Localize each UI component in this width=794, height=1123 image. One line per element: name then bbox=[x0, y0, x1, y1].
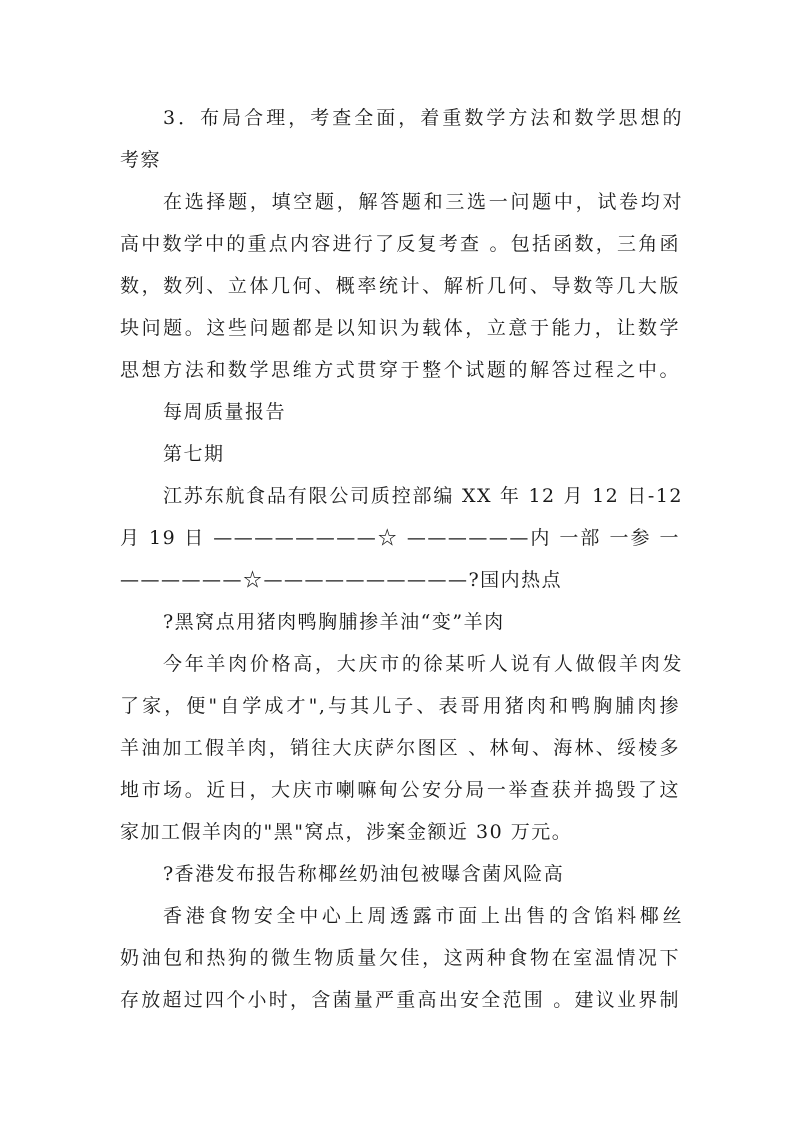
news-headline: ?黑窝点用猪肉鸭胸脯掺羊油“变”羊肉 bbox=[163, 611, 505, 633]
section-heading: 每周质量报告 bbox=[163, 401, 287, 423]
text-line: 数，数列、立体几何、概率统计、解析几何、导数等几大版 bbox=[120, 275, 680, 297]
text-line: 思想方法和数学思维方式贯穿于整个试题的解答过程之中。 bbox=[120, 359, 680, 381]
text-line: 今年羊肉价格高，大庆市的徐某听人说有人做假羊肉发 bbox=[163, 653, 683, 675]
issue-label: 第七期 bbox=[163, 443, 225, 465]
text-line: 存放超过四个小时，含菌量严重高出安全范围 。建议业界制 bbox=[120, 989, 680, 1011]
text-line: 家加工假羊肉的"黑"窝点，涉案金额近 30 万元。 bbox=[120, 821, 573, 843]
news-headline: ?香港发布报告称椰丝奶油包被曝含菌风险高 bbox=[163, 863, 565, 885]
text-line: 地市场。近日，大庆市喇嘛甸公安分局一举查获并捣毁了这 bbox=[120, 779, 680, 801]
text-line: 高中数学中的重点内容进行了反复考查 。包括函数，三角函 bbox=[120, 233, 680, 255]
text-line: 块问题。这些问题都是以知识为载体，立意于能力，让数学 bbox=[120, 317, 680, 339]
text-line: 香港食物安全中心上周透露市面上出售的含馅料椰丝 bbox=[163, 905, 683, 927]
text-line: 奶油包和热狗的微生物质量欠佳，这两种食物在室温情况下 bbox=[120, 947, 680, 969]
text-line: 江苏东航食品有限公司质控部编 XX 年 12 月 12 日-12 bbox=[163, 485, 683, 507]
text-line: 在选择题，填空题，解答题和三选一问题中，试卷均对 bbox=[163, 191, 683, 213]
text-line: 了家，便"自学成才",与其儿子、表哥用猪肉和鸭胸脯肉掺 bbox=[120, 695, 680, 717]
text-line: 3．布局合理，考查全面，着重数学方法和数学思想的 bbox=[163, 107, 683, 129]
text-line: 羊油加工假羊肉，销往大庆萨尔图区 、林甸、海林、绥棱多 bbox=[120, 737, 680, 759]
text-line: 考察 bbox=[120, 149, 162, 171]
text-line: 月 19 日 ————————☆ ——————内 一部 一参 一 bbox=[120, 527, 680, 549]
text-line: ——————☆——————————?国内热点 bbox=[120, 569, 563, 591]
